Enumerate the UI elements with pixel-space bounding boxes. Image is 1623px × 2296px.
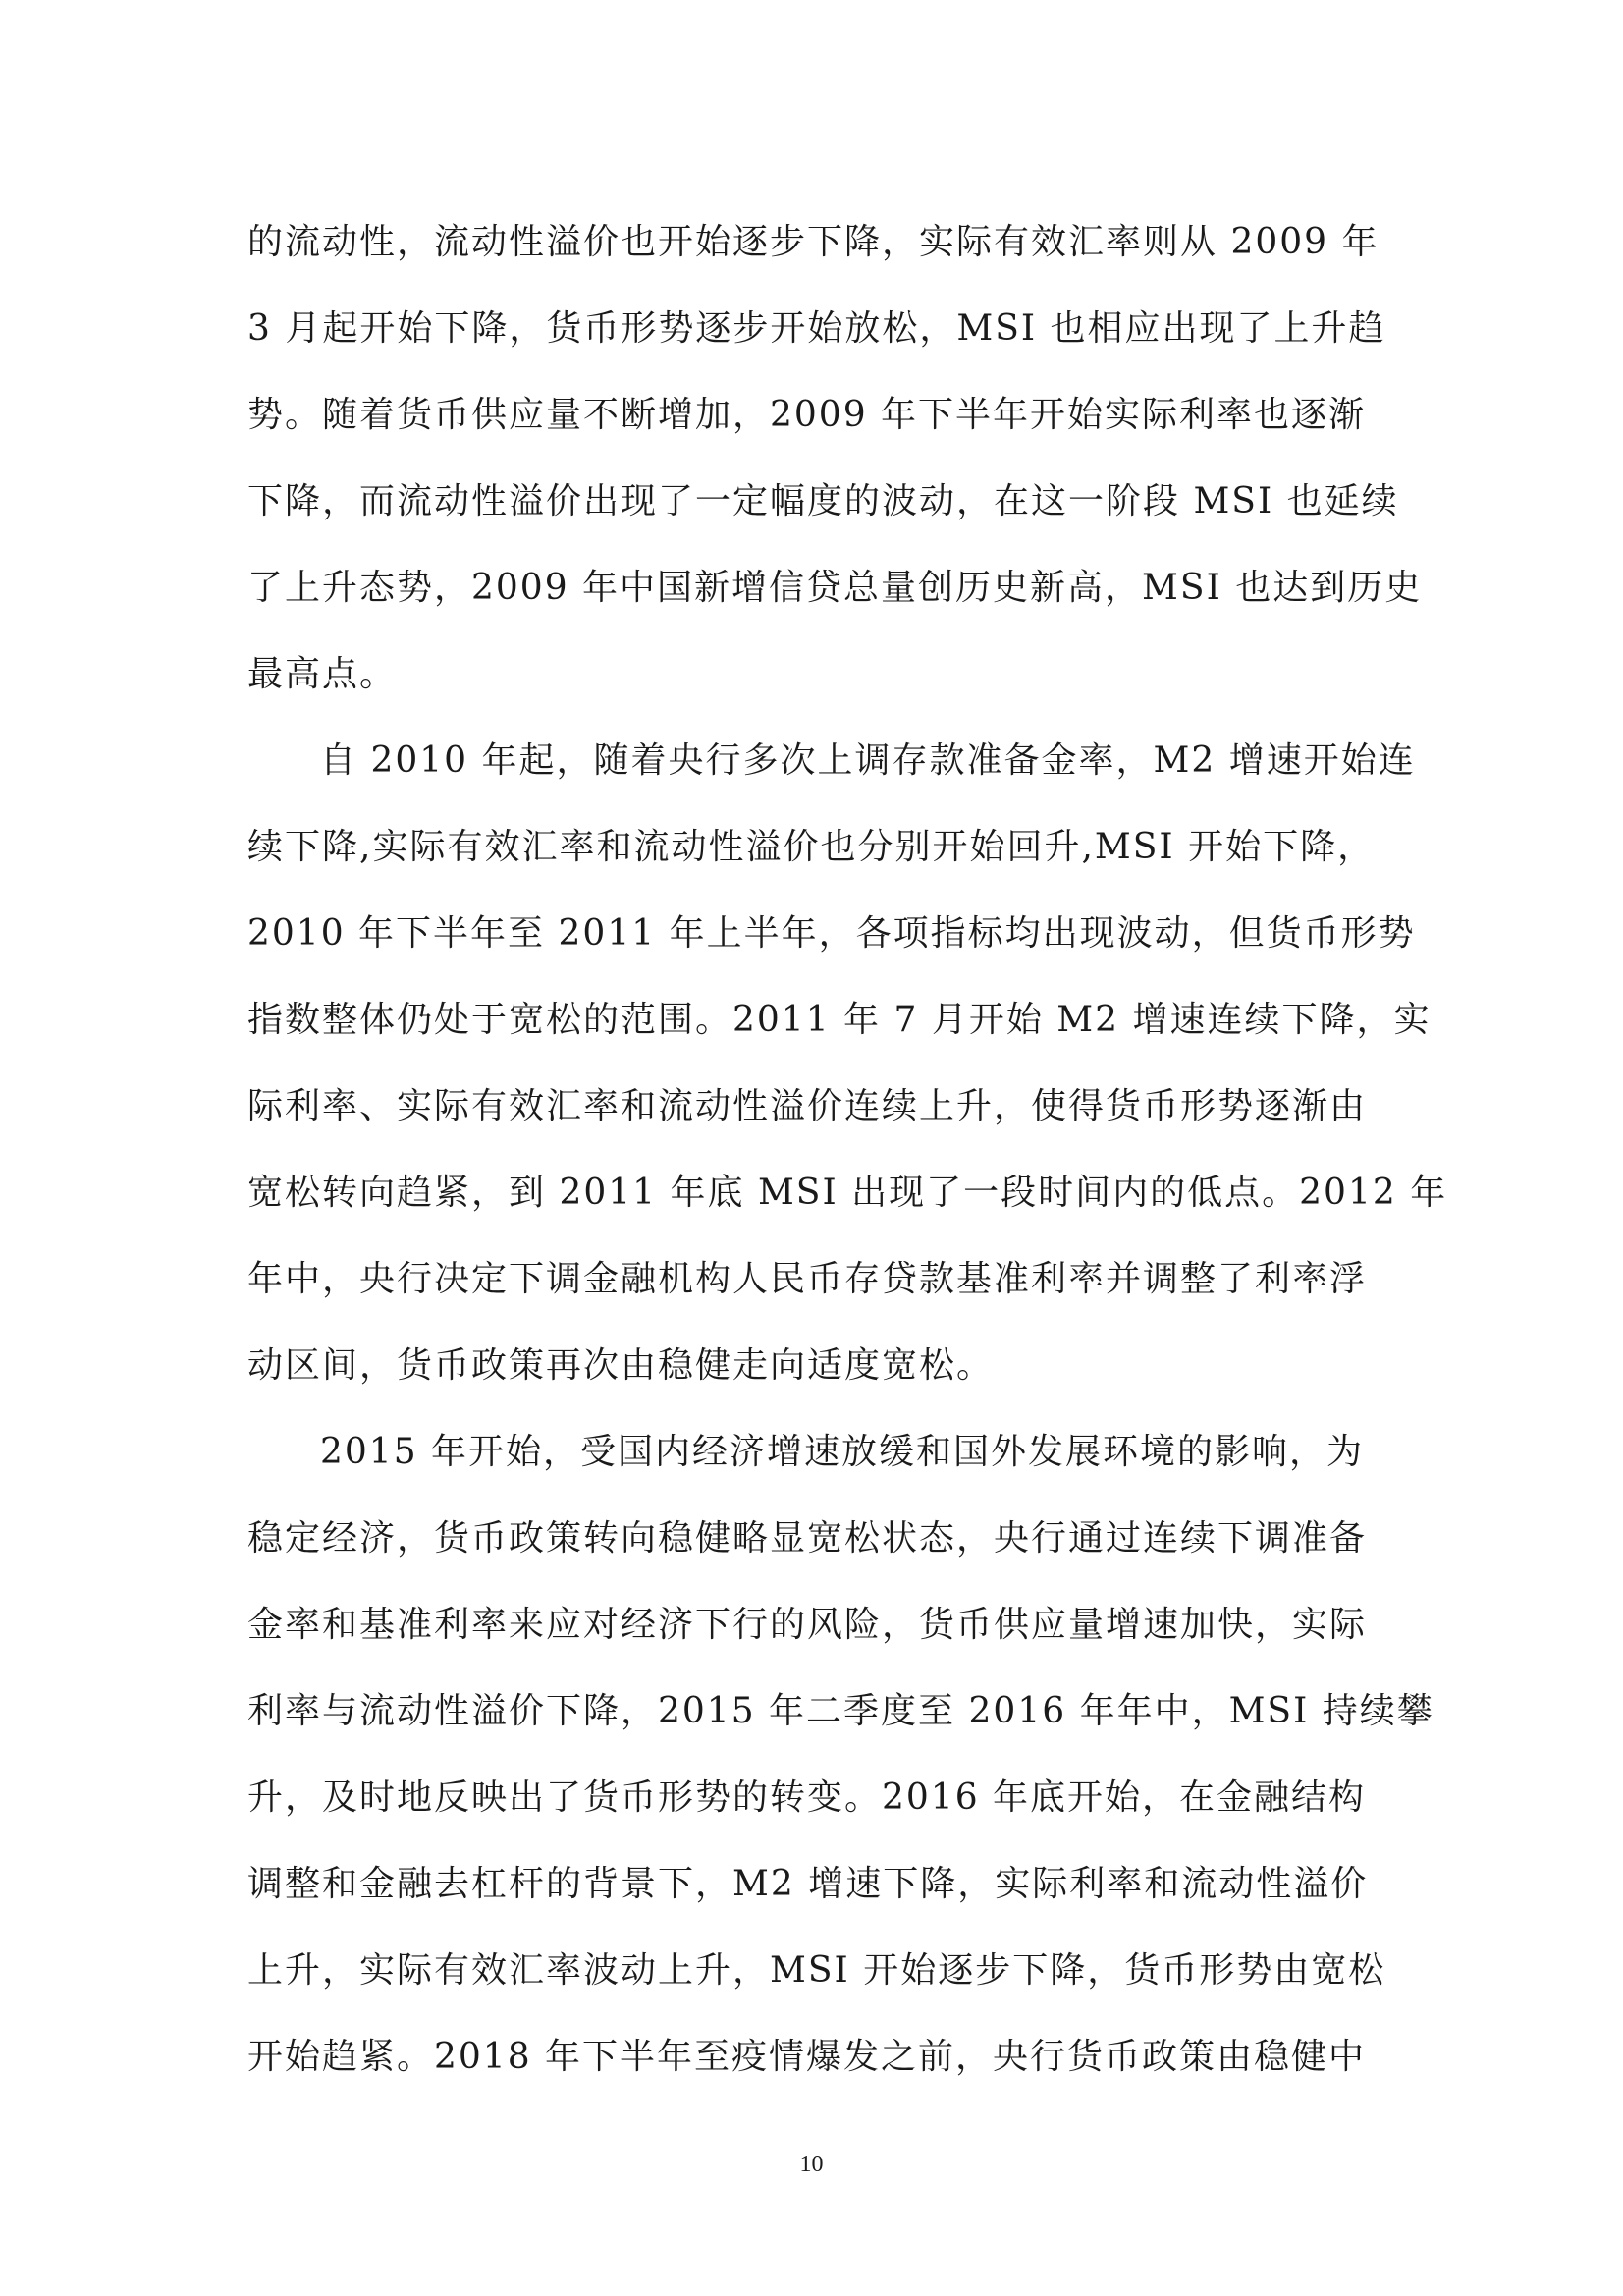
paragraph-2-line-5: 际利率、实际有效汇率和流动性溢价连续上升，使得货币形势逐渐由 [247,1086,1368,1126]
paragraph-3-line-6: 调整和金融去杠杆的背景下，M2 增速下降，实际利率和流动性溢价 [247,1864,1369,1904]
paragraph-2-line-3: 2010 年下半年至 2011 年上半年，各项指标均出现波动，但货币形势 [247,913,1416,954]
paragraph-1-line-3: 势。随着货币供应量不断增加，2009 年下半年开始实际利率也逐渐 [247,395,1367,435]
paragraph-3-line-7: 上升，实际有效汇率波动上升，MSI 开始逐步下降，货币形势由宽松 [247,1950,1386,1991]
paragraph-3-line-4: 利率与流动性溢价下降，2015 年二季度至 2016 年年中，MSI 持续攀 [247,1691,1434,1731]
page-number: 10 [799,2152,824,2177]
paragraph-2-line-2: 续下降,实际有效汇率和流动性溢价也分别开始回升,MSI 开始下降， [247,827,1376,867]
paragraph-3-line-3: 金率和基准利率来应对经济下行的风险，货币供应量增速加快，实际 [247,1605,1368,1645]
paragraph-3-line-2: 稳定经济，货币政策转向稳健略显宽松状态，央行通过连续下调准备 [247,1518,1368,1558]
paragraph-2-line-7: 年中，央行决定下调金融机构人民币存贷款基准利率并调整了利率浮 [247,1259,1368,1299]
paragraph-1-line-5: 了上升态势，2009 年中国新增信贷总量创历史新高，MSI 也达到历史 [247,568,1423,608]
paragraph-1-line-1: 的流动性，流动性溢价也开始逐步下降，实际有效汇率则从 2009 年 [247,222,1380,262]
paragraph-2-line-1: 自 2010 年起，随着央行多次上调存款准备金率，M2 增速开始连 [320,740,1416,781]
paragraph-1-line-2: 3 月起开始下降，货币形势逐步开始放松，MSI 也相应出现了上升趋 [247,308,1386,349]
paragraph-1-line-4: 下降，而流动性溢价出现了一定幅度的波动，在这一阶段 MSI 也延续 [247,481,1399,521]
paragraph-3-line-1: 2015 年开始，受国内经济增速放缓和国外发展环境的影响，为 [320,1432,1365,1472]
paragraph-2-line-4: 指数整体仍处于宽松的范围。2011 年 7 月开始 M2 增速连续下降，实 [247,1000,1432,1040]
paragraph-3-line-5: 升，及时地反映出了货币形势的转变。2016 年底开始，在金融结构 [247,1777,1367,1818]
paragraph-3-line-8: 开始趋紧。2018 年下半年至疫情爆发之前，央行货币政策由稳健中 [247,2037,1367,2077]
paragraph-2-line-6: 宽松转向趋紧，到 2011 年底 MSI 出现了一段时间内的低点。2012 年 [247,1173,1448,1213]
paragraph-2-line-8: 动区间，货币政策再次由稳健走向适度宽松。 [247,1345,995,1386]
paragraph-1-line-6: 最高点。 [247,654,398,694]
